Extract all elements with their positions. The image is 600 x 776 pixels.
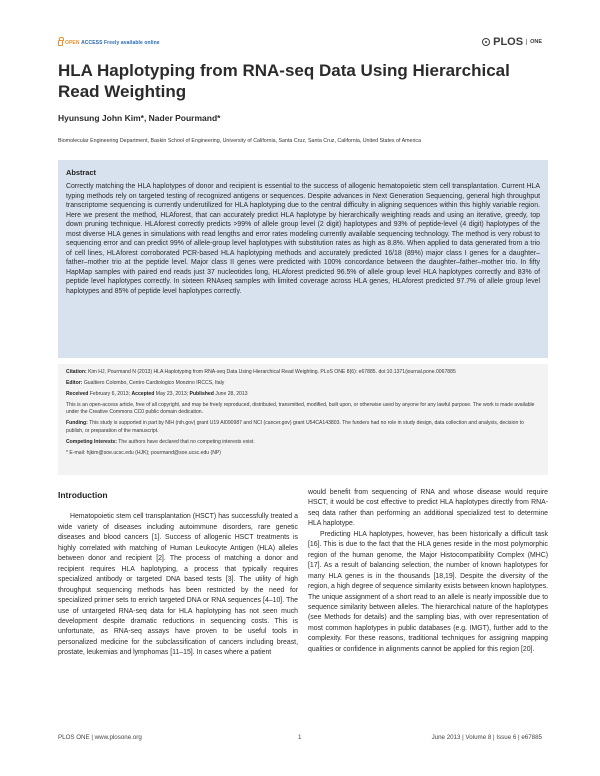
body-column-right xyxy=(308,488,548,655)
paragraph: Hematopoietic stem cell transplantation (HSCT) has successfully treated a wide variety of diseases including autoimmune disorders, rare genetic diseases and blood cancers [1]. Success of allogenic HSCT treatments is highly correlated with matching of Human Leukocyte Antigen (HLA) alleles between donor and recipient [2]. The process of matching a donor and recipient requires HLA haplotyping, a process that typically requires specialized antibody or targeted DNA based tests [3]. The utility of high throughput sequencing methods has been restricted by the need for specialized primer sets to enrich targeted DNA or RNA sequences [4–10]. The use of untargeted RNA-seq data for HLA haplotyping has not seen much development despite dramatic reductions in sequencing costs. This is unfortunate, as RNA-seq assays have proven to be useful tools in personalized medicine for the subclassification of cancers including breast, prostate, leukemias and lymphomas [11–15]. In cases where a patient xyxy=(58,513,298,657)
paragraph: would benefit from sequencing of RNA and whose disease would require HSCT, it would be cost effective to predict HLA haplotypes directly from RNA-seq data rather than performing an additional specialized test to determine HLA haplotype. xyxy=(308,489,548,528)
dates: Received February 6, 2013; Accepted May 23, 2013; Published June 28, 2013 xyxy=(66,391,248,398)
abstract-heading: Abstract xyxy=(66,168,96,177)
affiliation: Biomolecular Engineering Department, Baskin School of Engineering, University of California, Santa Cruz, Santa Cruz, California, United States of America xyxy=(58,138,422,144)
corresponding-email: * E-mail: hjkim@soe.ucsc.edu (HJK); pourmand@soe.ucsc.edu (NP) xyxy=(66,449,222,456)
journal-logo-text: PLOS xyxy=(493,36,524,48)
footer-journal: PLOS ONE | www.plosone.org xyxy=(58,734,142,741)
competing-interests: Competing Interests: The authors have declared that no competing interests exist. xyxy=(66,438,255,445)
page-header xyxy=(58,36,542,54)
citation: Citation: Kim HJ, Pourmand N (2013) HLA Haplotyping from RNA-seq Data Using Hierarchical Read Weighting. PLoS ONE 8(6): e67885. doi:10.1371/journal.pone.0067885 xyxy=(66,369,456,375)
body-column-left xyxy=(58,490,298,659)
open-access-lock-icon xyxy=(58,40,63,46)
abstract-text: Correctly matching the HLA haplotypes of donor and recipient is essential to the success of allogenic hematopoietic stem cell transplantation. Current HLA typing methods rely on targeted testing of recognized antigens or sequences. Despite advances in Next Generation Sequencing, general high throughput transcriptome sequencing is currently underutilized for HLA haplotyping due to the central difficulty in aligning sequences within this highly variable region. Here we present the method, HLAforest, that can accurately predict HLA haplotype by hierarchically weighting reads and using an iterative, greedy, top down pruning technique. HLAforest correctly predicts >99% of allele group level (2 digit) haplotypes and 93% of peptide-level (4 digit) haplotypes of the most diverse HLA genes in simulations with read lengths and error rates modeling currently available sequencing technology. The method is very robust to sequencing error and can predict 99% of allele-group level haplotypes with substitution rates as high as 8.8%. When applied to data generated from a trio of cell lines, HLAforest corroborated PCR-based HLA haplotyping methods and accurately predicted 16/18 (89%) major class I genes for a daughter–father–mother trio at the peptide level. Major class II genes were predicted with 100% concordance between the daughter–father–mother trio. In fifty HapMap samples with paired end reads just 37 nucleotides long, HLAforest predicted 96.5% of allele group level HLA haplotypes correctly and 83% of peptide level haplotypes correctly. In sixteen RNAseq samples with limited coverage across HLA genes, HLAforest predicted 97.7% of allele group level haplotypes and 85% of peptide level haplotypes correctly. xyxy=(66,183,540,296)
open-access-badge xyxy=(58,40,160,46)
author-list: Hyunsung John Kim*, Nader Pourmand* xyxy=(58,113,221,123)
open-access-label: OPEN xyxy=(65,40,80,46)
footer-issue: June 2013 | Volume 8 | Issue 6 | e67885 xyxy=(431,734,542,741)
journal-logo xyxy=(482,36,542,48)
funding: Funding: This study is supported in part by NIH (nih.gov) grant U19 AI090987 and NCI (cancer.gov) grant U54CA143803. The funders had no role in study design, data collection and analysis, decision to publish, or preparation of the manuscript. xyxy=(66,420,524,434)
paper-title: HLA Haplotyping from RNA-seq Data Using Hierarchical Read Weighting xyxy=(58,61,510,101)
abstract-box xyxy=(58,160,548,358)
editor: Editor: Gualtiero Colombo, Centro Cardiologico Monzino IRCCS, Italy xyxy=(66,380,225,387)
license: This is an open-access article, free of all copyright, and may be freely reproduced, distributed, transmitted, modified, built upon, or otherwise used by anyone for any lawful purpose. The work is made available under the Creative Commons CC0 public domain dedication. xyxy=(66,402,535,416)
journal-logo-suffix: ONE xyxy=(526,39,542,45)
page-footer xyxy=(58,734,542,744)
plos-logo-icon xyxy=(482,38,490,46)
section-heading-introduction: Introduction xyxy=(58,490,108,500)
page-number: 1 xyxy=(298,734,302,741)
article-metadata xyxy=(58,364,548,475)
paragraph: Predicting HLA haplotypes, however, has been historically a difficult task [16]. This is due to the fact that the HLA genes reside in the most polymorphic region of the human genome, the Major Histocompatibility Complex (MHC) [17]. As a result of balancing selection, the number of known haplotypes for many HLA genes is in the thousands [18,19]. Despite the diversity of the region, a high degree of sequence similarity exists between known haplotypes. The unique assignment of a short read to an allele is nearly impossible due to sequence similarity between alleles. The hierarchical nature of the haplotypes (see Methods for details) and the sampling bias, with over representation of most common haplotypes in public databases (e.g. IMGT), further add to the complexity. For these reasons, traditional techniques for assigning mapping qualities or confidence in alignments cannot be applied for this region [20]. xyxy=(308,530,548,653)
open-access-subtext: ACCESS Freely available online xyxy=(81,40,160,46)
